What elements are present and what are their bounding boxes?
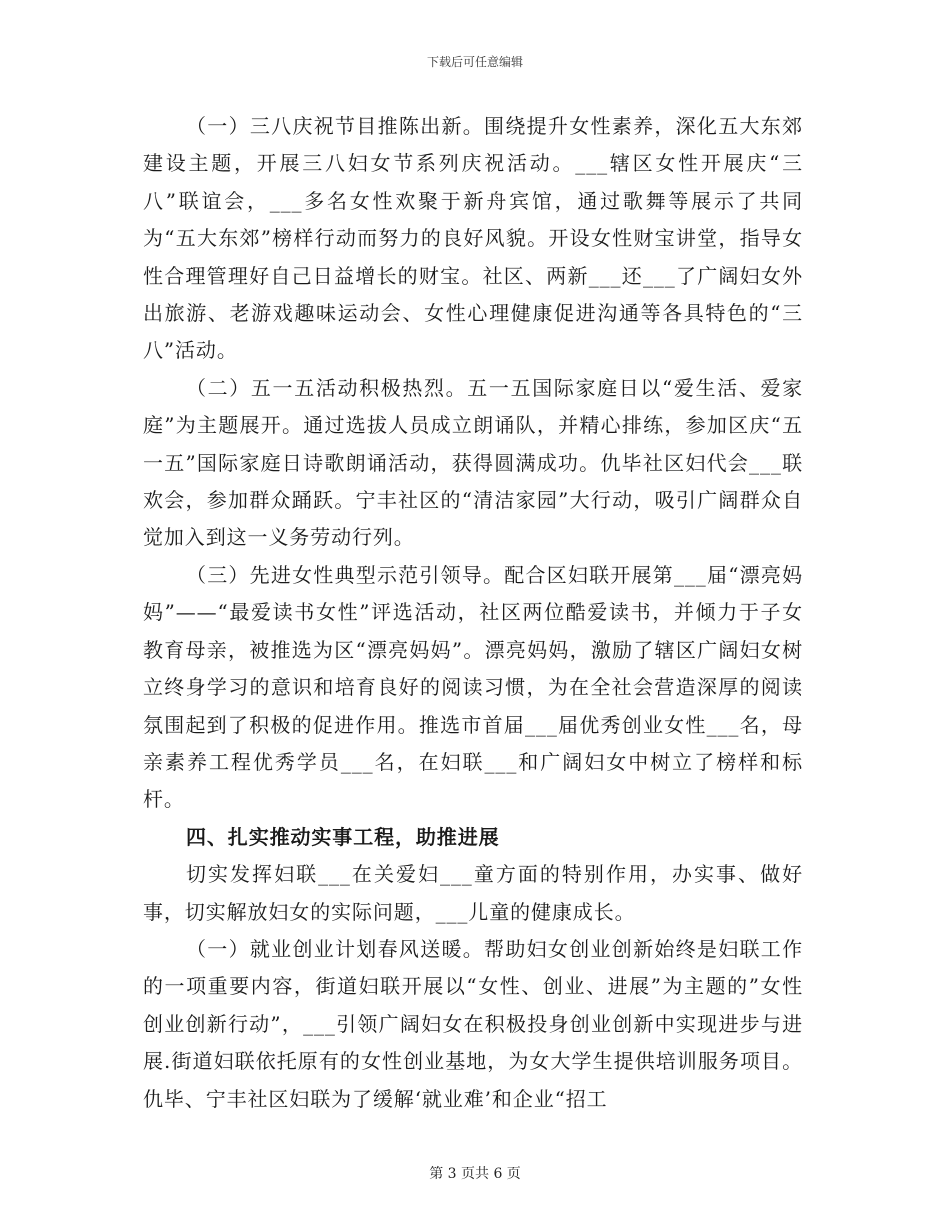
paragraph-celebration: （一）三八庆祝节目推陈出新。围绕提升女性素养，深化五大东郊建设主题，开展三八妇女节系列庆祝活动。___辖区女性开展庆“三八”联谊会，___多名女性欢聚于新舟宾馆，通过歌舞等展示了共同为“五大东郊”榜样行动而努力的良好风貌。开设女性财宝讲堂，指导女性合理管理好自己日益增长的财宝。社区、两新___还___了广阔妇女外出旅游、老游戏趣味运动会、女性心理健康促进沟通等各具特色的“三八”活动。 xyxy=(143,114,803,363)
paragraph-employment: （一）就业创业计划春风送暖。帮助妇女创业创新始终是妇联工作的一项重要内容，街道妇联开展以“女性、创业、进展”为主题的”女性创业创新行动”，___引领广阔妇女在积极投身创业创新中实现进步与进展.街道妇联依托原有的女性创业基地，为女大学生提供培训服务项目。仇毕、宁丰社区妇联为了缓解‘就业难’和企业“招工 xyxy=(143,936,803,1111)
paragraph-family-day: （二）五一五活动积极热烈。五一五国际家庭日以“爱生活、爱家庭”为主题展开。通过选拔人员成立朗诵队，并精心排练，参加区庆“五一五”国际家庭日诗歌朗诵活动，获得圆满成功。仇毕社区妇代会___联欢会，参加群众踊跃。宁丰社区的“清洁家园”大行动，吸引广阔群众自觉加入到这一义务劳动行列。 xyxy=(143,375,803,550)
document-body xyxy=(143,108,803,1118)
page-number: 第 3 页共 6 页 xyxy=(429,1166,521,1182)
page-header: 下载后可任意编辑 xyxy=(426,55,523,69)
section-heading: 四、扎实推动实事工程，助推进展 xyxy=(186,824,500,849)
paragraph-intro-practical: 切实发挥妇联___在关爱妇___童方面的特别作用，办实事、做好事，切实解放妇女的实际问题，___儿童的健康成长。 xyxy=(143,862,803,924)
paragraph-model-women: （三）先进女性典型示范引领导。配合区妇联开展第___届“漂亮妈妈”——“最爱读书女性”评选活动，社区两位酷爱读书，并倾力于子女教育母亲，被推选为区“漂亮妈妈”。漂亮妈妈，激励了辖区广阔妇女树立终身学习的意识和培育良好的阅读习惯，为在全社会营造深厚的阅读氛围起到了积极的促进作用。推选市首届___届优秀创业女性___名，母亲素养工程优秀学员___名，在妇联___和广阔妇女中树立了榜样和标杆。 xyxy=(143,562,803,812)
